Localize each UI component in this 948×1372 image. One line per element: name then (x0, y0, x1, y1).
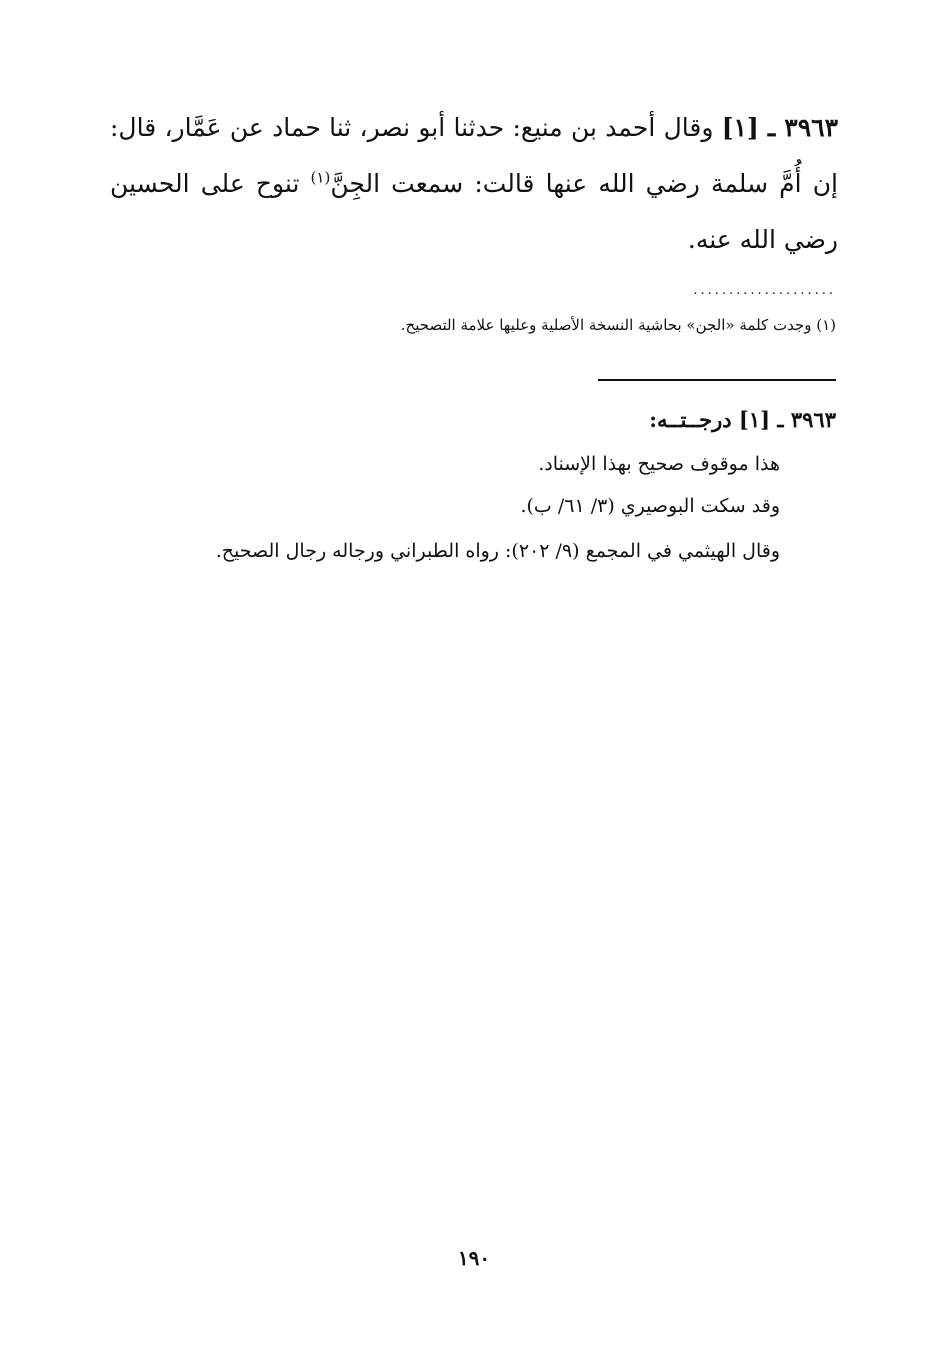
section-divider (598, 379, 836, 381)
hadith-body-part1: وقال أحمد بن منيع: حدثنا أبو نصر، ثنا حماد عن عَمَّار، قال: إن أُمَّ سلمة رضي الله عنها قالت: سمعت الجِنَّ (110, 113, 839, 198)
footnote-reference: (١) (310, 168, 331, 187)
grade-line-3: وقال الهيثمي في المجمع (٩/ ٢٠٢): رواه الطبراني ورجاله رجال الصحيح. (215, 540, 780, 562)
footnote-separator: .................... (693, 283, 836, 298)
hadith-text (110, 100, 838, 268)
grade-heading: ٣٩٦٣ ـ [١] درجــتــه: (649, 407, 836, 432)
page-number: ١٩٠ (457, 1246, 491, 1270)
grade-line-2: وقد سكت البوصيري (٣/ ٦١/ ب). (520, 495, 780, 517)
hadith-number: ٣٩٦٣ ـ [١] (721, 113, 838, 142)
footnote-text: (١) وجدت كلمة «الجن» بحاشية النسخة الأصلية وعليها علامة التصحيح. (400, 316, 836, 334)
grade-line-1: هذا موقوف صحيح بهذا الإسناد. (538, 453, 780, 475)
hadith-body-part2: تنوح على الحسين رضي الله عنه. (110, 169, 838, 254)
